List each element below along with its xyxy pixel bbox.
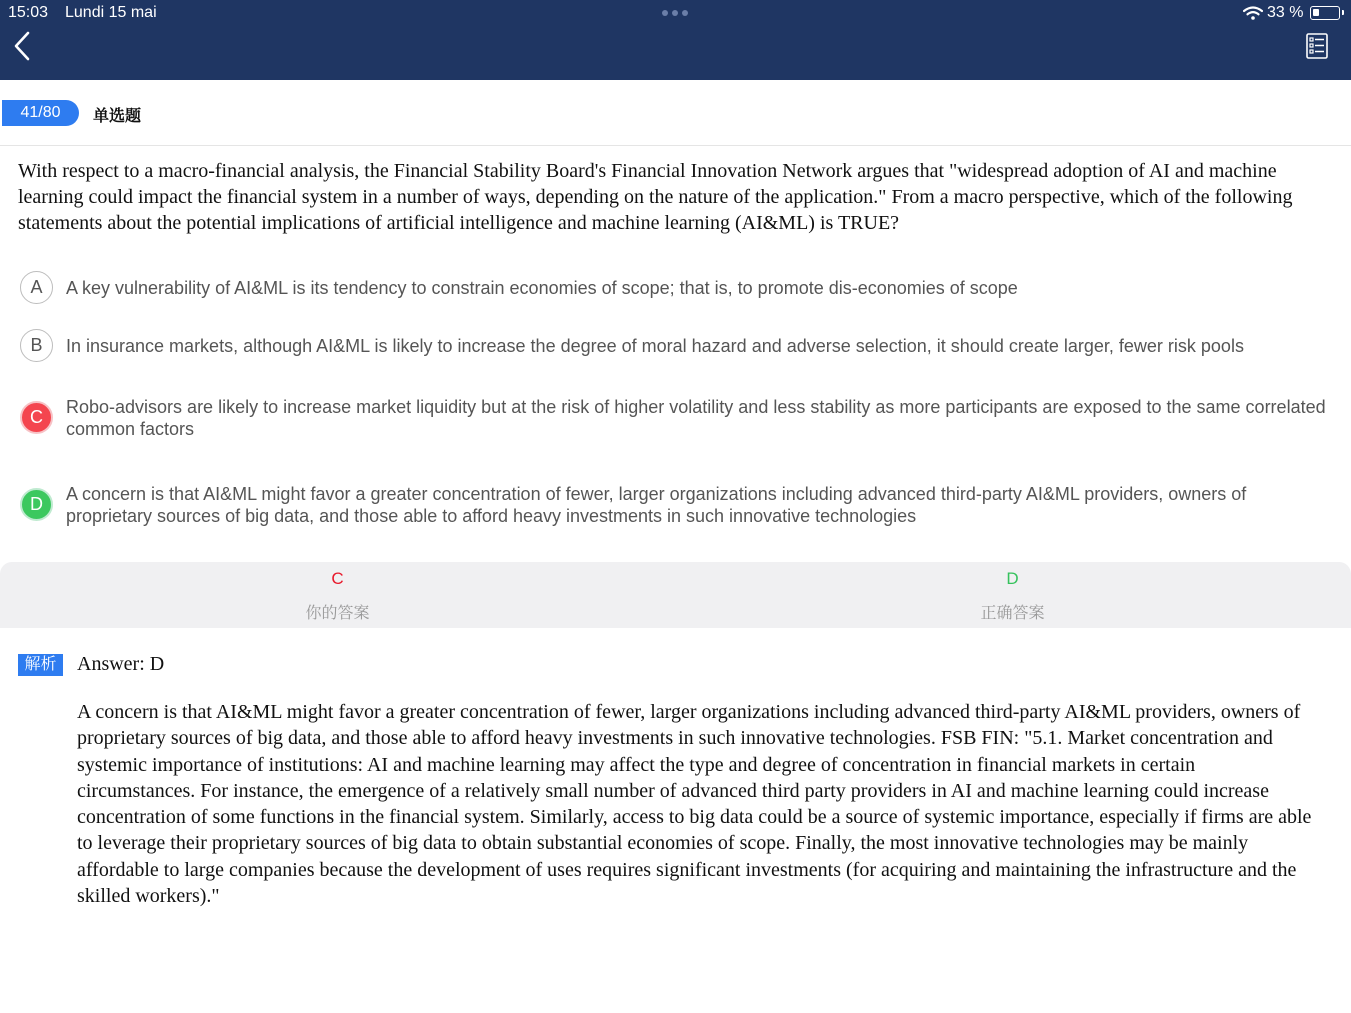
status-time: 15:03 bbox=[8, 4, 49, 21]
option-c-text: Robo-advisors are likely to increase market liquidity but at the risk of higher volatility and less stability as more participants are exposed to the same correlated common factors bbox=[66, 397, 1326, 439]
correct-answer bbox=[675, 562, 1350, 628]
option-d-text: A concern is that AI&ML might favor a greater concentration of fewer, larger organizations including advanced third-party AI&ML providers, owners of proprietary sources of big data, and those able to afford heavy investments in such innovative technologies bbox=[66, 484, 1247, 526]
battery-icon bbox=[1310, 6, 1340, 20]
analysis-explanation: A concern is that AI&ML might favor a greater concentration of fewer, larger organizations including advanced third-party AI&ML providers, owners of proprietary sources of big data, and those able to afford heavy investments in such innovative technologies. FSB FIN: "5.1. Market concentration and systemic importance of institutions: AI and machine learning may affect the type and degree of concentration in financial markets in certain circumstances. For instance, the emergence of a relatively small number of advanced third party providers in AI and machine learning could increase concentration of some functions in the financial system. Similarly, access to big data could be a source of systemic importance, especially if firms are able to leverage their proprietary sources of big data to obtain substantial economies of scope. Finally, the most innovative technologies may be mainly affordable to large companies because the development of uses requires significant investments (for acquiring and maintaining the infrastructure and the skilled workers)." bbox=[77, 701, 1312, 908]
option-a-letter: A bbox=[20, 271, 53, 304]
answer-sheet-icon[interactable] bbox=[1306, 33, 1328, 59]
option-a-text: A key vulnerability of AI&ML is its tendency to constrain economies of scope; that is, to promote dis-economies of scope bbox=[66, 278, 1018, 298]
option-c-letter: C bbox=[20, 401, 53, 434]
question-header bbox=[0, 80, 1351, 146]
correct-answer-label: 正确答案 bbox=[980, 605, 1045, 622]
question-progress-badge: 41/80 bbox=[2, 100, 79, 126]
question-type-label: 单选题 bbox=[93, 108, 142, 125]
status-date: Lundi 15 mai bbox=[65, 4, 157, 21]
correct-answer-letter: D bbox=[1006, 569, 1019, 588]
option-c[interactable] bbox=[20, 397, 1335, 440]
multitask-dots-icon[interactable] bbox=[662, 10, 688, 16]
option-b-letter: B bbox=[20, 329, 53, 362]
your-answer bbox=[0, 562, 675, 628]
top-bar bbox=[0, 0, 1351, 80]
analysis-answer: Answer: D bbox=[77, 653, 165, 675]
your-answer-letter: C bbox=[331, 569, 344, 588]
analysis-tag: 解析 bbox=[18, 654, 63, 676]
answer-comparison-bar bbox=[0, 562, 1351, 628]
option-d-letter: D bbox=[20, 488, 53, 521]
wifi-icon bbox=[1243, 6, 1263, 20]
option-b[interactable] bbox=[20, 329, 1335, 362]
option-a[interactable] bbox=[20, 271, 1335, 304]
option-d[interactable] bbox=[20, 484, 1335, 527]
option-b-text: In insurance markets, although AI&ML is likely to increase the degree of moral hazard and adverse selection, it should create larger, fewer risk pools bbox=[66, 336, 1244, 356]
back-arrow-icon[interactable] bbox=[10, 30, 36, 62]
battery-percent: 33 % bbox=[1267, 4, 1304, 21]
your-answer-label: 你的答案 bbox=[305, 605, 370, 622]
question-stem: With respect to a macro-financial analysis, the Financial Stability Board's Financial Innovation Network argues that "widespread adoption of AI and machine learning could impact the financial system in a number of ways, depending on the nature of the application." From a macro perspective, which of the following statements about the potential implications of artificial intelligence and machine learning (AI&ML) is TRUE? bbox=[18, 160, 1293, 234]
